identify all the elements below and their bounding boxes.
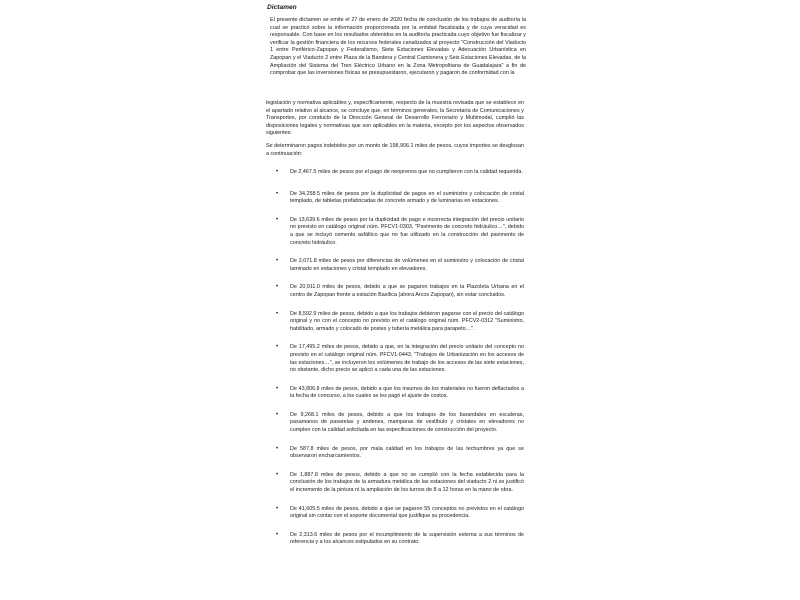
bullet-icon: • [276, 531, 279, 538]
intro-paragraph: El presente dictamen se emite el 27 de enero de 2020 fecha de conclusión de los trabajos de auditoría la cual se practicó sobre la información proporcionada por la entidad fiscalizada y de cuya veracidad es responsable. Con base en los resultados obtenidos en la auditoría practicada cuyo objetivo fue fiscalizar y verificar la gestión financiera de los recursos federales canalizados al proyecto "Construcción del Viaducto 1 entre Periférico-Zapopan y Federalismo, Siete Estaciones Elevadas y Adecuación Urbanística en Zapopan y el Viaducto 2 entre Plaza de la Bandera y Central Camionera y Seis Estaciones Elevadas, de la Ampliación del Sistema del Tren Eléctrico Urbano en la Zona Metropolitana de Guadalajara" a fin de comprobar que las inversiones físicas se presupuestaron, ejecutaron y pagaron de conformidad con la [270, 17, 526, 77]
bullet-icon: • [276, 385, 279, 392]
list-item-text: De 587.8 miles de pesos, por mala calidad en los trabajos de las techumbres ya que se observaron encharcamientos. [290, 445, 524, 460]
list-item-text: De 43,806.8 miles de pesos, debido a que los insumos de los materiales no fueron deflactados a la fecha de concurso, a los cuales se les pagó el ajuste de costos. [290, 385, 524, 400]
list-item-text: De 17,495.2 miles de pesos, debido a que, en la integración del precio unitario del concepto no previsto en el catálogo original núm. PFCV1-0443, "Trabajos de Urbanización en los accesos de las estaciones…", se incluyeron los volúmenes de trabajo de los accesos de las siete estaciones, no obstante, dicho precio se aplicó a cada una de las estaciones. [290, 344, 524, 374]
list-item-text: De 13,639.6 miles de pesos por la duplicidad de pago e incorrecta integración del precio unitario no previsto en catálogo original núm. PFCV1-0303, "Pavimento de concreto hidráulico…", debido a que se incluyó cemento asfáltico que no fue utilizado en la construcción del pavimento de concreto hidráulico. [290, 216, 524, 246]
payments-paragraph: Se determinaron pagos indebidos por un monto de 198,906.1 miles de pesos, cuyos importes se desglosan a continuación: [266, 143, 524, 157]
bullet-icon: • [276, 505, 279, 512]
list-item [272, 191, 524, 206]
bullet-icon: • [276, 169, 279, 175]
bullet-icon: • [276, 284, 279, 291]
list-item [272, 506, 524, 521]
conclusion-paragraph: legislación y normativa aplicables y, específicamente, respecto de la muestra revisada que se establece en el apartado relativo al alcance, se concluye que, en términos generales, la Secretaría de Comunicaciones y Transportes, por conducto de la Dirección General de Desarrollo Ferroviario y Multimodal, cumplió las disposiciones legales y normativas que son aplicables en la materia, excepto por los aspectos observados siguientes: [266, 100, 524, 137]
list-item-text: De 2,071.8 miles de pesos por diferencias de volúmenes en el suministro y colocación de cristal laminado en estaciones y cristal templado en elevadores. [290, 258, 524, 272]
list-item-text: De 8,592.9 miles de pesos, debido a que los trabajos debieron pagarse con el precio del catálogo original y no con el concepto no previsto en el catálogo original núm. PFCV2-0312 "Suministro, habilitado, armado y colocado de postes y tubería metálica para parapeto…". [290, 310, 524, 332]
list-item [272, 412, 524, 435]
bullet-icon: • [276, 471, 279, 478]
bullet-icon: • [276, 344, 279, 351]
bullet-icon: • [276, 216, 279, 223]
list-item-text: De 41,605.5 miles de pesos, debido a que se pagaron 55 conceptos no previstos en el catálogo original sin contar con el soporte documental que justifique su procedencia. [290, 505, 524, 520]
bullet-icon: • [276, 258, 279, 265]
bullet-icon: • [276, 310, 279, 317]
bullet-icon: • [276, 411, 279, 418]
findings-list [272, 167, 524, 547]
list-item-text: De 9,268.1 miles de pesos, debido a que los trabajos de los barandales en escaleras, pasamanos de pasarelas y andenes, mamparas de vestíbulo y cristales en elevadores no cumplen con la calidad solicitada en las especificaciones de construcción del proyecto. [290, 411, 524, 434]
list-item [272, 532, 524, 547]
list-item [272, 311, 524, 334]
list-item [272, 258, 524, 273]
bullet-icon: • [276, 190, 279, 197]
list-item [272, 284, 524, 299]
list-item [272, 446, 524, 461]
list-item-text: De 34,258.5 miles de pesos por la duplicidad de pagos en el suministro y colocación de cristal templado, de tabletas prefabricadas de concreto armado y de luminarias en estaciones. [290, 190, 524, 205]
bullet-icon: • [276, 445, 279, 452]
list-item [272, 344, 524, 374]
list-item [272, 217, 524, 247]
list-item [272, 472, 524, 495]
list-item-text: De 2,313.6 miles de pesos por el incumplimiento de la supervisión externa a sus términos de referencia y a los alcances estipulados en su contrato. [290, 531, 524, 546]
list-item [272, 169, 524, 177]
list-item-text: De 1,887.8 miles de pesos, debido a que no se cumplió con la fecha establecida para la conclusión de los trabajos de la armadura metálica de las estaciones del viaducto 2 ni se justificó el incremento de la pintura ni la ampliación de los turnos de 8 a 12 horas en la mano de obra. [290, 471, 524, 494]
list-item-text: De 2,467.5 miles de pesos por el pago de neoprenos que no cumplieron con la calidad requerida. [290, 169, 523, 175]
list-item [272, 386, 524, 401]
list-item-text: De 20,911.0 miles de pesos, debido a que se pagaron trabajos en la Plazoleta Urbana en el centro de Zapopan frente a estación Basílica (ahora Arcos Zapopan), sin estar concluidos. [290, 284, 524, 298]
page-title: Dictamen [267, 4, 297, 11]
